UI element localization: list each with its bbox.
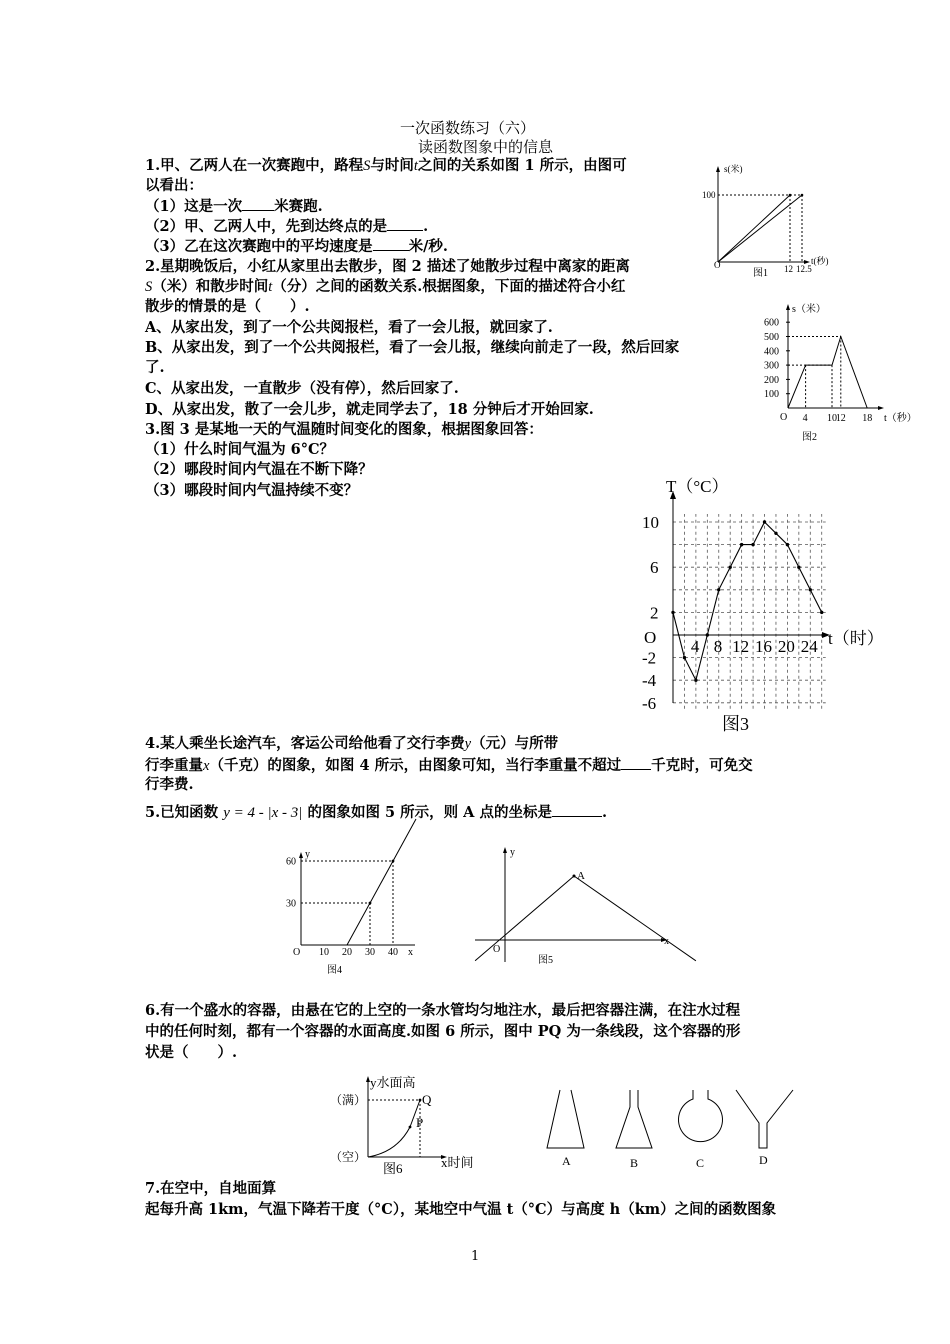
q2-option-d: D、从家出发，散了一会儿步，就走同学去了，18 分钟后才开始回家. — [145, 401, 594, 418]
fig3-point — [786, 543, 789, 546]
fig3-xtick: 12 — [732, 637, 750, 656]
q4-line3: 行李费. — [145, 776, 194, 793]
fig3-ytick: 2 — [650, 603, 659, 623]
fig2-origin: O — [780, 412, 788, 423]
fig3-ytick: -4 — [642, 671, 657, 691]
q5-line: 5.已知函数 y = 4 - |x - 3| 的图象如图 5 所示，则 A 点的坐标是 . — [145, 804, 608, 821]
fig3-origin: O — [644, 628, 657, 647]
fig3-point — [671, 611, 674, 614]
q5-blank[interactable] — [552, 802, 602, 817]
fig3-point — [797, 566, 800, 569]
fig4-origin: O — [293, 947, 301, 958]
q1-sub2: （2）甲、乙两人中，先到达终点的是 . — [145, 218, 429, 235]
q2-line2: S（米）和散步时间t（分）之间的函数关系.根据图象，下面的描述符合小红 — [145, 278, 626, 295]
fig2-ytick: 300 — [764, 360, 779, 372]
fig3-point — [694, 679, 697, 682]
q3-sub1: （1）什么时间气温为 6°C？ — [145, 441, 335, 458]
q2-option-b: B、从家出发，到了一个公共阅报栏，看了一会儿报，继续向前走了一段，然后回家 — [145, 339, 680, 356]
fig5-xlabel: x — [664, 936, 669, 947]
fig2-caption: 图2 — [802, 432, 817, 443]
fig3-xlabel: t（时） — [828, 629, 884, 648]
page-subtitle: 读函数图象中的信息 — [418, 138, 554, 156]
fig2-ylabel: s（米） — [792, 304, 826, 315]
fig2-xtick: 10 — [827, 413, 837, 424]
q2-option-c: C、从家出发，一直散步（没有停），然后回家了. — [145, 380, 459, 397]
fig2-xtick: 18 — [862, 413, 873, 424]
fig6-p-label: P — [416, 1115, 424, 1130]
fig3-ytick: 6 — [650, 558, 659, 578]
fig2-ytick: 500 — [764, 332, 779, 343]
container-options — [540, 1085, 810, 1175]
fig5-ylabel: y — [510, 847, 515, 858]
fig3-point — [774, 532, 777, 535]
fig2-ytick: 100 — [764, 389, 779, 401]
fig3-xtick: 4 — [690, 637, 700, 656]
fig1-ylabel: s(米) — [724, 164, 743, 174]
fig4-xtick: 30 — [365, 947, 375, 958]
fig2-distance-line — [788, 337, 867, 409]
container-d-shape — [736, 1090, 793, 1148]
q1-line2: 以看出： — [145, 177, 203, 194]
q3-line1: 3.图 3 是某地一天的气温随时间变化的图象，根据图象回答： — [145, 421, 543, 438]
fig3-temperature-line — [673, 522, 822, 680]
fig5-caption: 图5 — [538, 955, 553, 966]
q2-line3: 散步的情景的是（ ）. — [145, 298, 310, 315]
fig3-point — [751, 543, 754, 546]
fig3-point — [717, 588, 720, 591]
fig2-xtick: 4 — [802, 413, 808, 424]
figure-1 — [700, 160, 850, 280]
q2-line1: 2.星期晚饭后，小红从家里出去散步，图 2 描述了她散步过程中离家的距离 — [145, 258, 630, 275]
container-a-shape — [547, 1090, 584, 1148]
container-d-label: D — [759, 1153, 768, 1167]
fig3-ylabel: T（°C） — [666, 477, 729, 496]
fig3-ytick: -2 — [642, 648, 657, 668]
fig6-xlabel: x时间 — [441, 1155, 474, 1170]
q6-line1: 6.有一个盛水的容器，由悬在它的上空的一条水管均匀地注水，最后把容器注满，在注水过程 — [145, 1002, 741, 1019]
fig4-xtick: 40 — [388, 947, 398, 958]
page-number: 1 — [471, 1249, 480, 1264]
fig4-fee-line — [347, 819, 416, 945]
fig4-xlabel: x — [408, 947, 413, 958]
q2-option-b-cont: 了. — [145, 359, 165, 376]
fig4-point — [369, 902, 372, 905]
page-title: 一次函数练习（六） — [400, 119, 536, 137]
fig3-point — [763, 520, 766, 523]
container-b-shape — [616, 1090, 652, 1148]
fig3-xtick: 20 — [777, 637, 795, 656]
q4-line2: 行李重量x（千克）的图象，如图 4 所示，由图象可知，当行李重量不超过 千克时，可免交 — [145, 757, 753, 774]
container-b-label: B — [630, 1156, 639, 1170]
q1-sub3: （3）乙在这次赛跑中的平均速度是 米/秒. — [145, 238, 448, 255]
fig5-origin: O — [493, 944, 501, 955]
fig1-xtick-12-5: 12.5 — [796, 264, 812, 274]
q2-option-a: A、从家出发，到了一个公共阅报栏，看了一会儿报，就回家了. — [145, 319, 553, 336]
q6-line2: 中的任何时刻，都有一个容器的水面高度.如图 6 所示，图中 PQ 为一条线段，这个容器的形 — [145, 1023, 741, 1040]
fig2-xtick: 12 — [835, 413, 846, 424]
fig3-point — [706, 633, 709, 636]
fig4-ylabel: y — [305, 849, 310, 860]
fig3-point — [820, 611, 823, 614]
fig2-ytick: 600 — [764, 317, 779, 329]
q3-sub2: （2）哪段时间内气温在不断下降？ — [145, 461, 373, 478]
q1-sub1: （1）这是一次 米赛跑. — [145, 198, 323, 215]
fig3-xtick: 8 — [713, 637, 723, 656]
fig4-ytick: 30 — [286, 898, 296, 910]
fig3-ytick: -6 — [642, 693, 657, 713]
fig3-point — [729, 566, 732, 569]
q1-blank2[interactable] — [387, 216, 423, 231]
figure-4 — [285, 845, 435, 980]
fig6-q-label: Q — [422, 1092, 432, 1107]
fig6-ylabel: y水面高 — [370, 1075, 416, 1090]
fig1-xtick-12: 12 — [784, 264, 793, 274]
fig1-xlabel: t(秒) — [811, 256, 829, 266]
q5-formula: y = 4 - |x - 3| — [223, 805, 303, 821]
fig6-caption: 图6 — [383, 1161, 403, 1176]
q4-line1: 4.某人乘坐长途汽车，客运公司给他看了交行李费y（元）与所带 — [145, 735, 559, 752]
figure-6 — [325, 1072, 495, 1177]
fig6-full-label: （满） — [330, 1093, 367, 1107]
fig4-xtick: 20 — [342, 947, 352, 958]
fig1-line-yi — [718, 195, 802, 262]
fig2-ytick: 200 — [764, 374, 779, 386]
container-c-label: C — [696, 1156, 705, 1170]
fig5-point-a — [573, 875, 576, 878]
fig1-caption: 图1 — [753, 268, 768, 279]
container-a-label: A — [562, 1154, 571, 1168]
container-c-shape — [679, 1090, 723, 1142]
q1-line1: 1.甲、乙两人在一次赛跑中，路程S与时间t之间的关系如图 1 所示，由图可 — [145, 157, 627, 174]
fig6-empty-label: （空） — [330, 1150, 367, 1164]
q1-blank1[interactable] — [242, 196, 274, 211]
fig4-point — [392, 860, 395, 863]
fig1-line-jia — [718, 195, 790, 262]
fig3-point — [683, 656, 686, 659]
q4-blank[interactable] — [621, 755, 651, 770]
q7-line2: 起每升高 1km，气温下降若干度（°C），某地空中气温 t（°C）与高度 h（km）之间的函数图象 — [145, 1201, 777, 1218]
fig2-ytick: 400 — [764, 346, 779, 358]
fig1-origin: O — [714, 260, 721, 270]
fig3-xtick: 24 — [800, 637, 818, 656]
fig3-point — [809, 588, 812, 591]
fig2-xlabel: t（秒） — [884, 413, 917, 424]
fig5-label-a: A — [577, 870, 585, 882]
fig4-xtick: 10 — [319, 947, 329, 958]
fig3-ytick: 10 — [642, 513, 659, 532]
fig1-ytick-100: 100 — [702, 190, 716, 200]
fig3-point — [740, 543, 743, 546]
fig5-function-line — [475, 876, 696, 961]
q7-line1: 7.在空中，自地面算 — [145, 1180, 277, 1197]
fig3-xtick: 16 — [755, 637, 773, 656]
figure-2 — [760, 300, 920, 450]
q3-sub3: （3）哪段时间内气温持续不变？ — [145, 482, 359, 499]
fig3-caption: 图3 — [722, 714, 749, 734]
q6-line3: 状是（ ）. — [145, 1044, 238, 1061]
q1-blank3[interactable] — [373, 236, 409, 251]
fig6-curve — [368, 1127, 410, 1157]
fig4-ytick: 60 — [286, 856, 296, 868]
figure-3 — [630, 475, 890, 735]
fig4-caption: 图4 — [327, 965, 342, 976]
figure-5 — [470, 845, 680, 970]
